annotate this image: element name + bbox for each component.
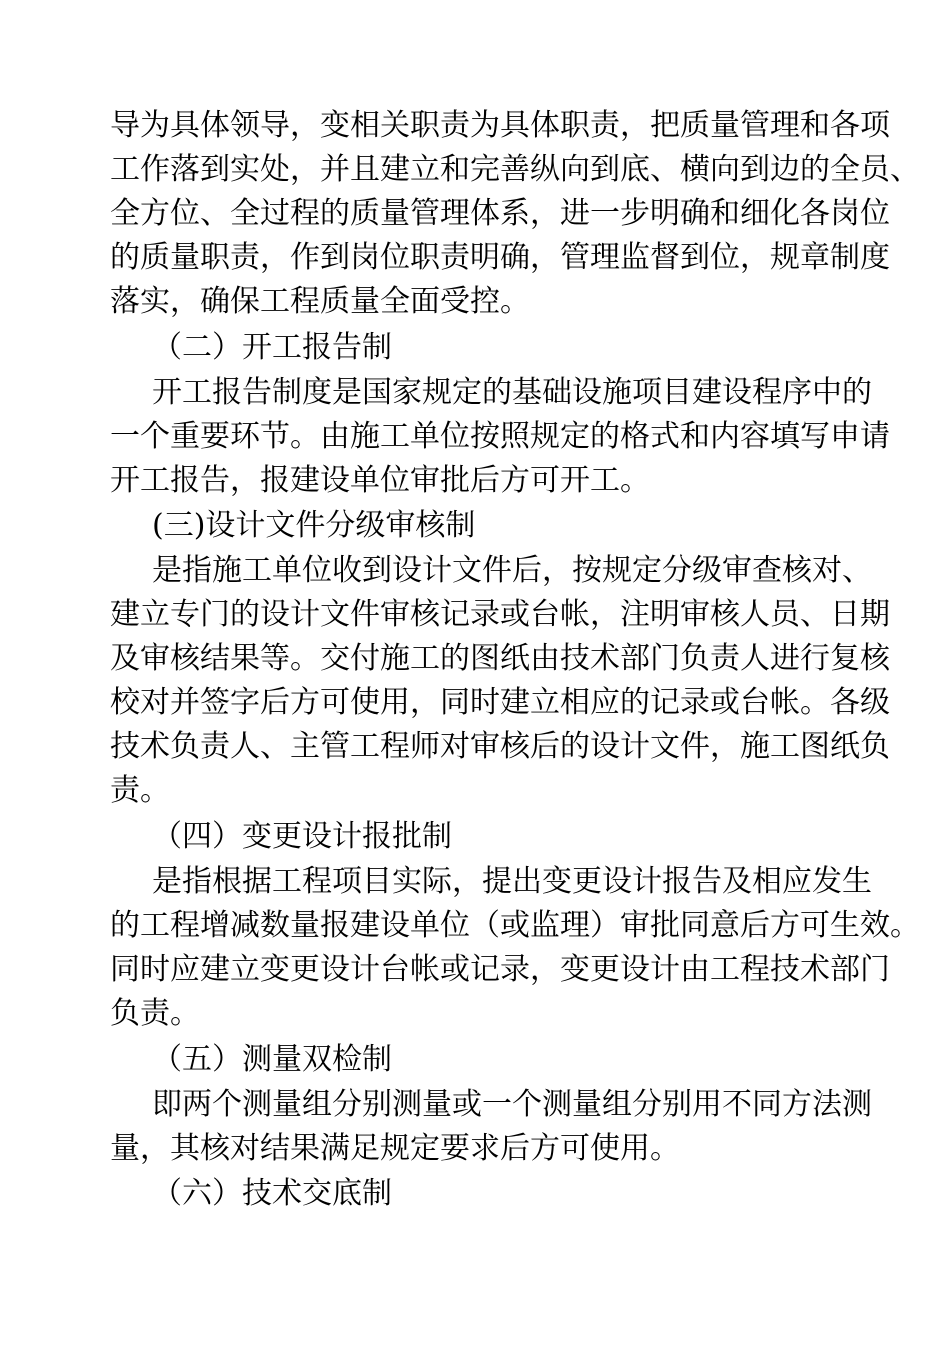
section-heading: （二）开工报告制 <box>152 330 392 365</box>
paragraph-line: 开工报告，报建设单位审批后方可开工。 <box>110 463 650 498</box>
paragraph-line: 校对并签字后方可使用，同时建立相应的记录或台帐。各级 <box>110 685 890 720</box>
paragraph-line: 的质量职责，作到岗位职责明确，管理监督到位，规章制度 <box>110 240 890 275</box>
paragraph-line: 工作落到实处，并且建立和完善纵向到底、横向到边的全员、 <box>110 152 920 187</box>
paragraph-line: 是指根据工程项目实际，提出变更设计报告及相应发生 <box>152 864 872 899</box>
paragraph-line: 即两个测量组分别测量或一个测量组分别用不同方法测 <box>152 1087 872 1122</box>
paragraph-line: 开工报告制度是国家规定的基础设施项目建设程序中的 <box>152 375 872 410</box>
section-heading: （五）测量双检制 <box>152 1042 392 1077</box>
section-heading: （六）技术交底制 <box>152 1176 392 1211</box>
paragraph-line: 是指施工单位收到设计文件后，按规定分级审查核对、 <box>152 553 872 588</box>
paragraph-line: 建立专门的设计文件审核记录或台帐，注明审核人员、日期 <box>110 597 890 632</box>
paragraph-line: 及审核结果等。交付施工的图纸由技术部门负责人进行复核 <box>110 641 890 676</box>
paragraph-line: 一个重要环节。由施工单位按照规定的格式和内容填写申请 <box>110 419 890 454</box>
paragraph-line: 量，其核对结果满足规定要求后方可使用。 <box>110 1131 680 1166</box>
paragraph-line: 的工程增减数量报建设单位（或监理）审批同意后方可生效。 <box>110 908 920 943</box>
section-heading: （四）变更设计报批制 <box>152 819 452 854</box>
paragraph-line: 负责。 <box>110 996 200 1031</box>
section-heading: (三)设计文件分级审核制 <box>152 508 476 543</box>
paragraph-line: 技术负责人、主管工程师对审核后的设计文件，施工图纸负 <box>110 729 890 764</box>
paragraph-line: 全方位、全过程的质量管理体系，进一步明确和细化各岗位 <box>110 196 890 231</box>
paragraph-line: 责。 <box>110 773 170 808</box>
paragraph-line: 落实，确保工程质量全面受控。 <box>110 284 530 319</box>
paragraph-line: 同时应建立变更设计台帐或记录，变更设计由工程技术部门 <box>110 952 890 987</box>
paragraph-line: 导为具体领导，变相关职责为具体职责，把质量管理和各项 <box>110 108 890 143</box>
